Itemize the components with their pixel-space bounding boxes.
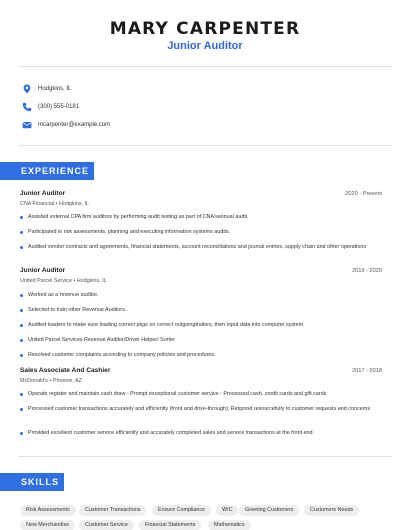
job-title: Junior Auditor [20, 190, 66, 197]
job-location: Hodgkins, IL [59, 201, 90, 207]
job-bullet: Audited vendor contracts and agreements, financial statements, account reconciliations and journal entries, supply chain and other operations [20, 243, 380, 251]
contact-phone [22, 101, 80, 113]
job-bullet: Provided excellent customer service efficiently and accurately completed sales and service transactions at the front end. [20, 429, 380, 437]
phone-text: (300) 555-0181 [38, 104, 80, 110]
skill-tag: Customer Service [79, 520, 134, 530]
contact-divider [18, 145, 392, 146]
email-text: mcarpenter@example.com [38, 122, 111, 128]
job-company-line: CNA Financial • Hodgkins, IL [20, 201, 90, 207]
candidate-name: MARY CARPENTER [109, 19, 301, 39]
job-company-line: United Parcel Service • Hodgkins, IL [20, 278, 107, 284]
job-location: Phoenix, AZ [52, 378, 82, 384]
job-title: Junior Auditor [20, 267, 66, 274]
phone-icon [22, 102, 32, 112]
location-text: Hodgkins, IL [38, 86, 72, 92]
skill-tag: WIC [216, 505, 238, 516]
experience-divider [18, 456, 392, 457]
skill-tag: Financial Statements [139, 520, 201, 530]
job-bullet: Processed customer transactions accurately and efficiently (front and drive-through); Respond resourcefully to customer requests and concerns [20, 405, 380, 413]
job-dates: 2019 - 2020 [352, 268, 382, 274]
job-location: Hodgkins, IL [76, 278, 107, 284]
job-company: CNA Financial [20, 201, 55, 207]
job-bullet: Participated in risk assessments, planning and executing information systems audits. [20, 228, 380, 236]
skill-tag: Greeting Customers [239, 505, 299, 516]
experience-heading: EXPERIENCE [0, 162, 94, 180]
skill-tag: Ensure Compliance [152, 505, 211, 516]
job-bullet: United Parcel Services Revenue Auditor/Driver Helper/ Sorter [20, 336, 380, 344]
skill-tag: New Merchandise [20, 520, 75, 530]
job-bullet: Selected to train other Revenue Auditors. [20, 306, 380, 314]
job-dates: 2017 - 2018 [352, 368, 382, 374]
job-bullet: Worked as a revenue auditor. [20, 291, 380, 299]
job-bullet: Assisted external CPA firm auditors by performing audit testing as part of CNA'sannual audit. [20, 213, 380, 221]
job-bullet: Resolved customer complaints according to company policies and procedures. [20, 351, 380, 359]
job-title: Sales Associate And Cashier [20, 367, 111, 374]
job-company: United Parcel Service [20, 278, 72, 284]
contact-email [22, 119, 111, 131]
skill-tag: Mathematics [208, 520, 251, 530]
skill-tag: Risk Assessments [20, 505, 76, 516]
email-icon [22, 120, 32, 130]
location-pin-icon [22, 84, 32, 94]
job-title-heading: Junior Auditor [167, 40, 243, 52]
job-dates: 2020 - Present [345, 191, 382, 197]
skill-tag: Customers Needs [304, 505, 359, 516]
job-bullet: Operate register and maintain cash draw - Prompt exceptional customer service - Processed cash, credit cards and gift cards [20, 390, 380, 398]
job-bullet: Audited loaders to make sure loading correct pkgs on correct outgoingtrailers, then input data into computer system [20, 321, 380, 329]
contact-location [22, 83, 72, 95]
job-company-line: McDonald's • Phoenix, AZ [20, 378, 82, 384]
job-company: McDonald's [20, 378, 48, 384]
skills-heading: SKILLS [0, 473, 64, 491]
header-divider [18, 66, 392, 67]
skill-tag: Customer Transactions [79, 505, 146, 516]
